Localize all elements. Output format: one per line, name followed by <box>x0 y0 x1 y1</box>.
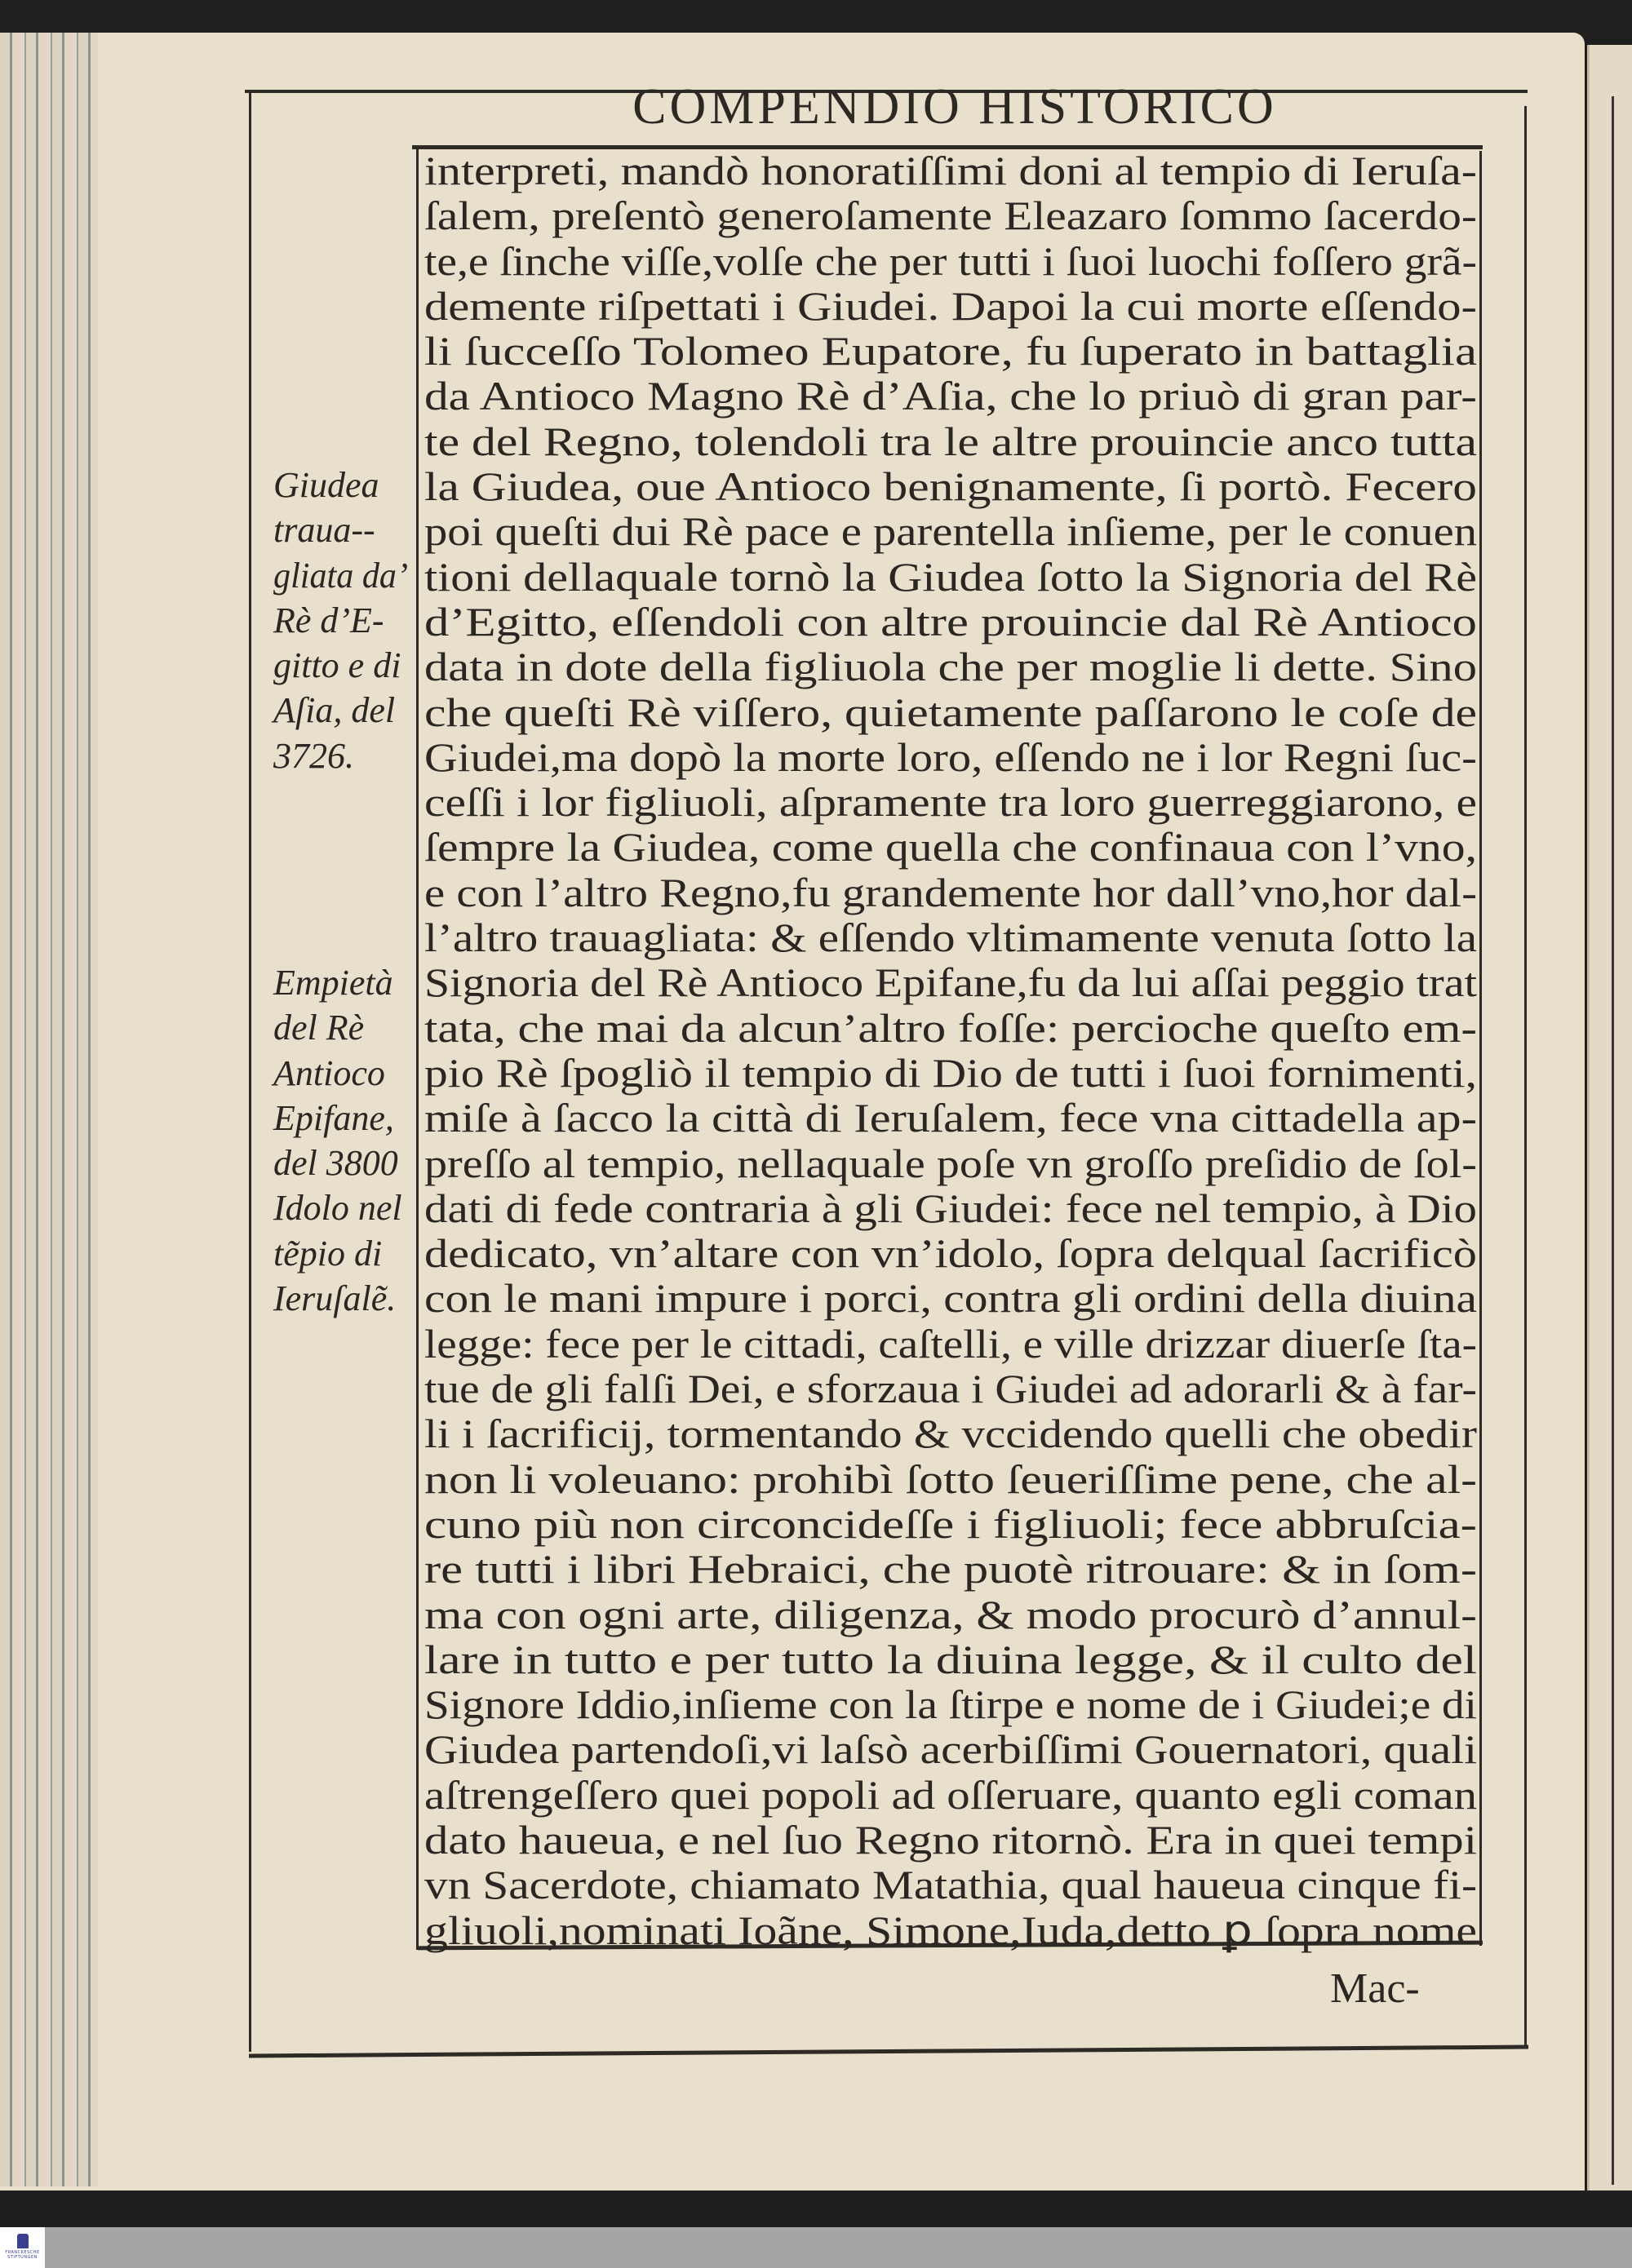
text-line: ſalem, preſentò generoſamente Eleazaro ſommo ſacerdo- <box>424 193 1477 239</box>
text-line: li i ſacrificij, tormentando & vccidendo quelli che obedir <box>424 1411 1477 1457</box>
text-line: dedicato, vn’altare con vn’idolo, ſopra delqual ſacrificò <box>424 1230 1477 1277</box>
margin-note-giudea <box>273 463 412 778</box>
page-edges-stack <box>0 33 98 2186</box>
outer-frame-left-rule <box>249 90 251 2052</box>
text-line: legge: fece per le cittadi, caſtelli, e ville drizzar diuerſe ſta- <box>424 1320 1477 1367</box>
text-line: data in dote della figliuola che per moglie li dette. Sino <box>424 644 1477 690</box>
text-line: dato haueua, e nel ſuo Regno ritornò. Era in quei tempi <box>424 1816 1477 1863</box>
facing-page-edge <box>1587 45 1632 2190</box>
margin-note-line: tẽpio di <box>273 1233 383 1274</box>
text-line: miſe à ſacco la città di Ieruſalem, fece vna cittadella ap- <box>424 1095 1477 1141</box>
library-logo-icon <box>17 2234 29 2248</box>
margin-note-line: Antioco <box>273 1052 385 1093</box>
text-line: aſtrengeſſero quei popoli ad oſſeruare, quanto egli coman <box>424 1771 1477 1818</box>
text-line: cuno più non circoncideſſe i figliuoli; fece abbruſcia- <box>424 1500 1477 1547</box>
text-line: pio Rè ſpogliò il tempio di Dio de tutti i ſuoi fornimenti, <box>424 1049 1477 1096</box>
text-line: che queſti Rè viſſero, quietamente paſſarono le coſe de <box>424 689 1477 735</box>
text-line: Signore Iddio,inſieme con la ſtirpe e nome de i Giudei;e di <box>424 1681 1477 1728</box>
text-box-right-rule <box>1479 151 1482 1946</box>
text-line: gliuoli,nominati Ioãne, Simone,Iuda,detto ꝑ ſopra nome <box>424 1907 1477 1953</box>
text-line: Giudea partendoſi,vi laſsò acerbiſſimi Gouernatori, quali <box>424 1726 1477 1773</box>
text-line: re tutti i libri Hebraici, che puotè ritrouare: & in ſom- <box>424 1546 1477 1592</box>
text-line: preſſo al tempio, nellaquale poſe vn groſſo preſidio de ſol- <box>424 1140 1477 1186</box>
text-line: poi queſti dui Rè pace e parentella inſieme, per le conuen <box>424 508 1477 555</box>
margin-note-line: Epifane, <box>273 1097 394 1138</box>
text-line: Giudei,ma dopò la morte loro, eſſendo ne i lor Regni ſuc- <box>424 733 1477 780</box>
margin-note-line: Idolo nel <box>273 1188 402 1229</box>
margin-note-line: Aſia, del <box>273 690 396 731</box>
margin-note-line: gitto e di <box>273 645 401 686</box>
text-line: ma con ogni arte, diligenza, & modo procurò d’annul- <box>424 1591 1477 1637</box>
text-line: ceſſi i lor figliuoli, aſpramente tra loro guerreggiarono, e <box>424 779 1477 826</box>
margin-note-line: Rè d’E- <box>273 600 384 640</box>
running-title: COMPENDIO HISTORICO <box>632 79 1277 135</box>
text-line: vn Sacerdote, chiamato Matathia, qual haueua cinque fi- <box>424 1862 1477 1908</box>
margin-note-line: Giudea <box>273 465 379 505</box>
text-line: li ſucceſſo Tolomeo Eupatore, fu ſuperato in battaglia <box>424 328 1477 374</box>
text-line: interpreti, mandò honoratiſſimi doni al tempio di Ieruſa- <box>424 148 1477 193</box>
text-line: Signoria del Rè Antioco Epifane,fu da lui aſſai peggio trat <box>424 959 1477 1006</box>
text-line: tue de gli falſi Dei, e sforzaua i Giudei ad adorarli & à far- <box>424 1366 1477 1412</box>
text-line: tioni dellaquale tornò la Giudea ſotto la Signoria del Rè <box>424 553 1477 600</box>
margin-note-line: Ieruſalẽ. <box>273 1278 397 1319</box>
margin-note-line: traua-- <box>273 510 375 551</box>
facing-page-frame-line <box>1612 96 1614 2185</box>
margin-note-line: Empietà <box>273 963 393 1003</box>
text-line: te del Regno, tolendoli tra le altre prouincie anco tutta <box>424 418 1477 464</box>
text-line: e con l’altro Regno,fu grandemente hor dall’vno,hor dal- <box>424 869 1477 915</box>
text-line: d’Egitto, eſſendoli con altre prouincie dal Rè Antioco <box>424 598 1477 645</box>
text-line: la Giudea, oue Antioco benignamente, ſi portò. Fecero <box>424 463 1477 510</box>
margin-note-empieta <box>273 960 412 1321</box>
text-line: te,e ſinche viſſe,volſe che per tutti i ſuoi luochi foſſero grã- <box>424 237 1477 284</box>
text-box-left-rule <box>416 147 419 1950</box>
library-logo-text-1: FRANCKESCHE <box>5 2250 40 2255</box>
text-line: non li voleuano: prohibì ſotto ſeueriſſime pene, che al- <box>424 1455 1477 1502</box>
text-line: dati di fede contraria à gli Giudei: fece nel tempio, à Dio <box>424 1185 1477 1231</box>
margin-note-line: del Rè <box>273 1008 365 1048</box>
margin-note-line: 3726. <box>273 735 354 776</box>
text-line: ſempre la Giudea, come quella che confinaua con l’vno, <box>424 824 1477 870</box>
text-line: demente riſpettati i Giudei. Dapoi la cui morte eſſendo- <box>424 282 1477 329</box>
text-line: con le mani impure i porci, contra gli ordini della diuina <box>424 1275 1477 1322</box>
text-line: tata, che mai da alcun’altro foſſe: percioche queſto em- <box>424 1004 1477 1051</box>
text-line: da Antioco Magno Rè d’Aſia, che lo priuò di gran par- <box>424 373 1477 419</box>
library-logo-text-2: STIFTUNGEN <box>7 2255 38 2260</box>
catchword: Mac- <box>1330 1965 1420 2012</box>
body-text <box>424 148 1477 1953</box>
viewer-footer-bar <box>0 2227 1632 2268</box>
library-logo <box>0 2227 45 2268</box>
scan-background-bottom <box>0 2190 1632 2230</box>
text-line: lare in tutto e per tutto la diuina legge, & il culto del <box>424 1636 1477 1682</box>
text-line: l’altro trauagliata: & eſſendo vltimamente venuta ſotto la <box>424 915 1477 961</box>
margin-note-line: gliata da’ <box>273 555 408 596</box>
outer-frame-right-rule <box>1524 106 1527 2048</box>
margin-note-line: del 3800 <box>273 1143 398 1184</box>
